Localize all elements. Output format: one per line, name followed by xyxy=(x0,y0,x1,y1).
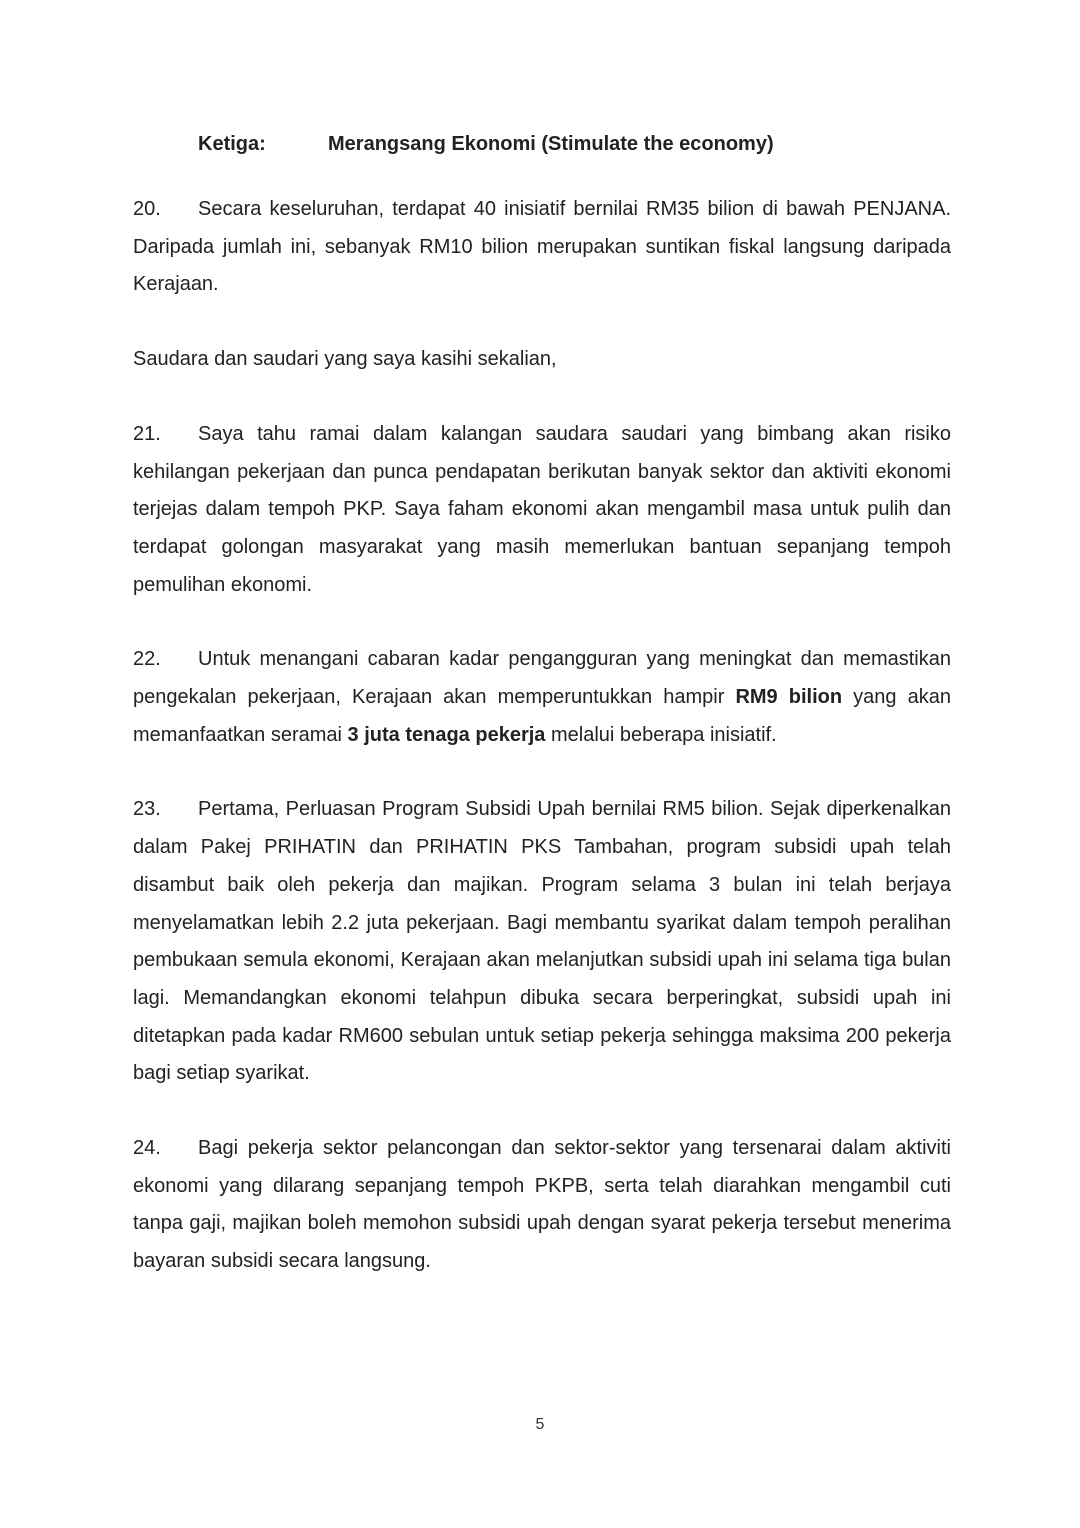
paragraph-number: 21. xyxy=(133,422,161,445)
paragraph-number: 22. xyxy=(133,648,161,671)
salutation xyxy=(133,341,951,379)
paragraph-23 xyxy=(133,791,951,1093)
paragraph-22 xyxy=(133,641,951,754)
paragraph-text: yang akan memanfaatkan seramai xyxy=(133,686,951,746)
paragraph-text: Secara keseluruhan, terdapat 40 inisiatif bernilai RM35 bilion di bawah PENJANA. Daripada jumlah ini, sebanyak RM10 bilion merupakan suntikan fiskal langsung daripada Kerajaan. xyxy=(133,198,951,296)
paragraph-text: melalui beberapa inisiatif. xyxy=(545,723,777,746)
paragraph-text: Bagi pekerja sektor pelancongan dan sektor-sektor yang tersenarai dalam aktiviti ekonomi yang dilarang sepanjang tempoh PKPB, serta telah diarahkan mengambil cuti tanpa gaji, majikan boleh memohon subsidi upah dengan syarat pekerja tersebut menerima bayaran subsidi secara langsung. xyxy=(133,1137,951,1273)
paragraph-21 xyxy=(133,416,951,605)
paragraph-number: 24. xyxy=(133,1137,161,1160)
paragraph-bold-text: 3 juta tenaga pekerja xyxy=(347,723,546,746)
page-content xyxy=(133,123,951,1318)
section-heading-label: Ketiga: xyxy=(198,133,266,155)
paragraph-text: Pertama, Perluasan Program Subsidi Upah bernilai RM5 bilion. Sejak diperkenalkan dalam Pakej PRIHATIN dan PRIHATIN PKS Tambahan, program subsidi upah telah disambut baik oleh pekerja dan majikan. Program selama 3 bulan ini telah berjaya menyelamatkan lebih 2.2 juta pekerjaan. Bagi membantu syarikat dalam tempoh peralihan pembukaan semula ekonomi, Kerajaan akan melanjutkan subsidi upah ini selama tiga bulan lagi. Memandangkan ekonomi telahpun dibuka secara berperingkat, subsidi upah ini ditetapkan pada kadar RM600 sebulan untuk setiap pekerja sehingga maksima 200 pekerja bagi setiap syarikat. xyxy=(133,798,951,1085)
paragraph-20 xyxy=(133,191,951,304)
page-number: 5 xyxy=(535,1416,545,1433)
paragraph-text: Saya tahu ramai dalam kalangan saudara saudari yang bimbang akan risiko kehilangan pekerjaan dan punca pendapatan berikutan banyak sektor dan aktiviti ekonomi terjejas dalam tempoh PKP. Saya faham ekonomi akan mengambil masa untuk pulih dan terdapat golongan masyarakat yang masih memerlukan bantuan sepanjang tempoh pemulihan ekonomi. xyxy=(133,422,951,596)
section-heading xyxy=(133,123,951,165)
paragraph-bold-text: RM9 bilion xyxy=(735,686,843,709)
paragraph-text: Untuk menangani cabaran kadar pengangguran yang meningkat dan memastikan pengekalan pekerjaan, Kerajaan akan memperuntukkan hampir xyxy=(133,648,951,709)
paragraph-number: 23. xyxy=(133,798,161,821)
section-heading-title: Merangsang Ekonomi (Stimulate the economy) xyxy=(328,133,774,155)
paragraph-number: 20. xyxy=(133,198,161,220)
paragraph-24 xyxy=(133,1130,951,1281)
salutation-text: Saudara dan saudari yang saya kasihi sekalian, xyxy=(133,348,557,371)
